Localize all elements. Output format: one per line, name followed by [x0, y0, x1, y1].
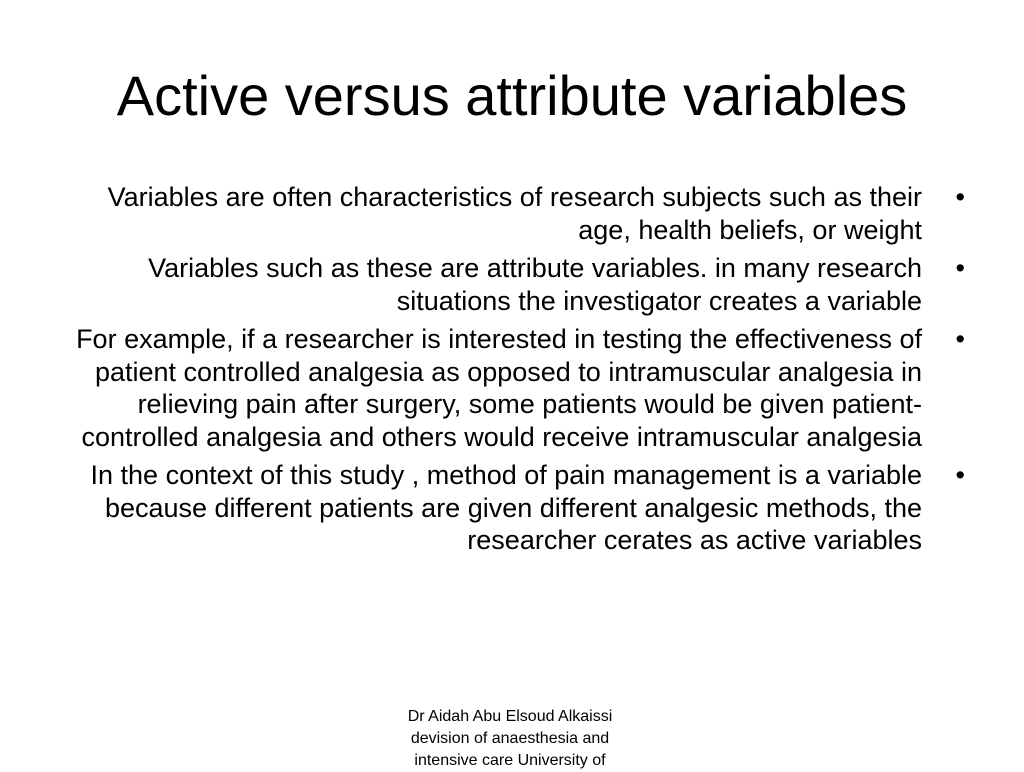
bullet-text: Variables such as these are attribute variables. in many research situations the investigator creates a variable — [148, 253, 922, 316]
bullet-icon: • — [955, 253, 965, 283]
footer-author: Dr Aidah Abu Elsoud Alkaissi — [407, 708, 613, 725]
bullet-icon: • — [955, 460, 965, 490]
bullet-icon: • — [955, 324, 965, 354]
bullet-text: In the context of this study , method of pain management is a variable because different patients are given different analgesic methods, the researcher cerates as active variables — [90, 460, 922, 555]
bullet-item-attribute-variables — [52, 252, 972, 317]
bullet-list — [52, 181, 972, 563]
slide-footer — [350, 706, 670, 772]
footer-institution: intensive care University of — [414, 752, 606, 769]
bullet-item-context — [52, 459, 972, 557]
bullet-item-example — [52, 323, 972, 453]
bullet-icon: • — [955, 182, 965, 212]
slide-title: Active versus attribute variables — [116, 64, 908, 127]
bullet-text: Variables are often characteristics of research subjects such as their age, health beliefs, or weight — [107, 182, 922, 245]
bullet-item-characteristics — [52, 181, 972, 246]
bullet-text: For example, if a researcher is interested in testing the effectiveness of patient controlled analgesia as opposed to intramuscular analgesia in relieving pain after surgery, some patients would be given patient-controlled analgesia and others would receive intramuscular analgesia — [76, 324, 922, 452]
footer-division: devision of anaesthesia and — [410, 730, 610, 747]
